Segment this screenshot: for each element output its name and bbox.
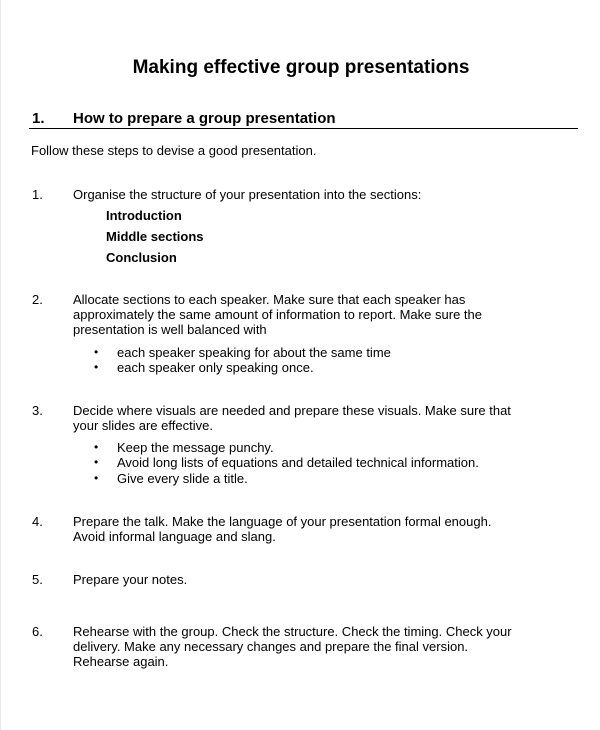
- step-4-line: Prepare the talk. Make the language of your presentation formal enough.: [73, 514, 492, 529]
- step-2-bullet: each speaker speaking for about the same time: [117, 345, 391, 360]
- step-2-line: presentation is well balanced with: [73, 322, 267, 337]
- document-title: Making effective group presentations: [132, 57, 470, 78]
- step-3-bullet: Keep the message punchy.: [117, 440, 274, 455]
- step-2-number: 2.: [32, 292, 43, 307]
- bullet-icon: •: [94, 440, 99, 454]
- bullet-icon: •: [94, 455, 99, 469]
- bullet-icon: •: [94, 471, 99, 485]
- step-6-text: [73, 624, 573, 669]
- bullet-icon: •: [94, 360, 99, 374]
- step-3-line: your slides are effective.: [73, 418, 213, 433]
- step-1-subsection: Middle sections: [106, 229, 204, 244]
- step-3-bullet: Give every slide a title.: [117, 471, 248, 486]
- step-1-number: 1.: [32, 187, 43, 202]
- step-5-number: 5.: [32, 572, 43, 587]
- section-number: 1.: [32, 110, 45, 127]
- step-3-text: [73, 403, 573, 433]
- step-2-text: [73, 292, 573, 337]
- step-4-line: Avoid informal language and slang.: [73, 529, 276, 544]
- step-3-line: Decide where visuals are needed and prepare these visuals. Make sure that: [73, 403, 511, 418]
- step-4-number: 4.: [32, 514, 43, 529]
- step-6-line: delivery. Make any necessary changes and prepare the final version.: [73, 639, 469, 654]
- step-5-line: Prepare your notes.: [73, 572, 188, 587]
- step-2-line: Allocate sections to each speaker. Make sure that each speaker has: [73, 292, 466, 307]
- step-6-line: Rehearse with the group. Check the structure. Check the timing. Check your: [73, 624, 512, 639]
- step-1-text: [73, 187, 573, 202]
- step-1-subsection: Introduction: [106, 208, 182, 223]
- step-6-number: 6.: [32, 624, 43, 639]
- step-5-text: [73, 572, 573, 587]
- step-2-bullet: each speaker only speaking once.: [117, 360, 314, 375]
- step-1-subsection: Conclusion: [106, 250, 177, 265]
- section-heading: How to prepare a group presentation: [73, 110, 336, 127]
- step-3-bullet: Avoid long lists of equations and detailed technical information.: [117, 455, 479, 470]
- section-divider: [29, 128, 578, 129]
- step-6-line: Rehearse again.: [73, 654, 169, 669]
- step-2-line: approximately the same amount of information to report. Make sure the: [73, 307, 482, 322]
- step-3-number: 3.: [32, 403, 43, 418]
- bullet-icon: •: [94, 345, 99, 359]
- step-1-line: Organise the structure of your presentation into the sections:: [73, 187, 422, 202]
- step-4-text: [73, 514, 573, 544]
- intro-text: Follow these steps to devise a good presentation.: [31, 143, 317, 158]
